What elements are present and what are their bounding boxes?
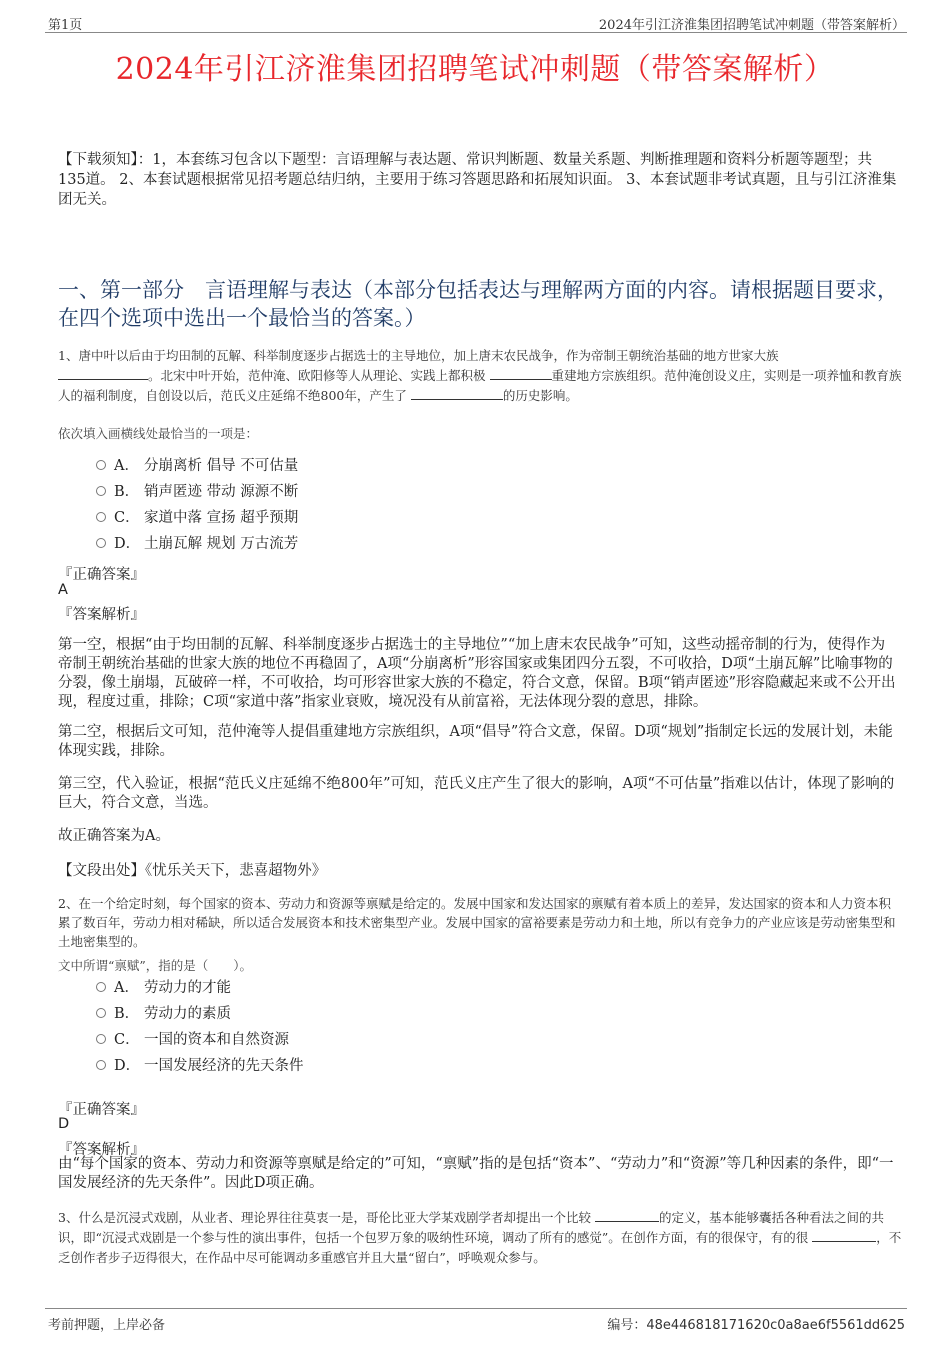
q1-stem-part-b: 。北宋中叶开始，范仲淹、欧阳修等人从理论、实践上都积极: [148, 368, 486, 383]
q1-stem-part-a: 1、唐中叶以后由于均田制的瓦解、科举制度逐步占据选士的主导地位，加上唐末农民战争，作为帝制王朝统治基础的地方世家大族: [58, 348, 779, 363]
question-1-stem: [58, 346, 903, 406]
q1-analysis-label: 『答案解析』: [58, 607, 145, 623]
code-value: 48e446818171620c0a8ae6f5561dd625: [646, 1318, 905, 1333]
q1-blank-2: [490, 367, 552, 380]
q1-analysis-paragraph-4: 故正确答案为A。: [58, 828, 170, 844]
q1-option-a[interactable]: A． 分崩离析 倡导 不可估量: [96, 455, 298, 477]
radio-icon[interactable]: [96, 460, 106, 470]
question-3-stem: [58, 1208, 903, 1268]
q2-analysis-label: 『答案解析』: [58, 1142, 145, 1158]
radio-icon[interactable]: [96, 1034, 106, 1044]
q2-option-d[interactable]: D． 一国发展经济的先天条件: [96, 1055, 304, 1077]
q1-source: 【文段出处】《忧乐关天下，悲喜超物外》: [58, 863, 327, 879]
q2-option-c[interactable]: C． 一国的资本和自然资源: [96, 1029, 289, 1051]
running-title: 2024年引江济淮集团招聘笔试冲刺题（带答案解析）: [598, 18, 905, 33]
q1-option-b[interactable]: B． 销声匿迹 带动 源源不断: [96, 481, 298, 503]
q3-blank-1: [595, 1209, 659, 1222]
q2-option-a[interactable]: A． 劳动力的才能: [96, 977, 231, 999]
footer-slogan: 考前押题，上岸必备: [48, 1318, 166, 1333]
q1-analysis-paragraph-3: 第三空，代入验证，根据“范氏义庄延绵不绝800年”可知，范氏义庄产生了很大的影响，A项“不可估量”指难以估计，体现了影响的巨大，符合文意，当选。: [58, 776, 895, 811]
radio-icon[interactable]: [96, 486, 106, 496]
footer-divider: [45, 1308, 907, 1309]
q1-answer-label: 『正确答案』: [58, 567, 145, 583]
q3-stem-part-c: ，不乏创作者步子迈得很大，在作品中尽可能调动多重感官并且大量“留白”，呼唤观众参与。: [58, 1230, 902, 1265]
page-number: 第1页: [48, 18, 83, 33]
q1-option-c[interactable]: C． 家道中落 宣扬 超乎预期: [96, 507, 298, 529]
q2-prompt: 文中所谓“禀赋”，指的是（ ）。: [58, 958, 253, 973]
q1-blank-1: [58, 367, 148, 380]
q2-option-b[interactable]: B． 劳动力的素质: [96, 1003, 231, 1025]
radio-icon[interactable]: [96, 1008, 106, 1018]
code-label: 编号：: [607, 1318, 647, 1333]
radio-icon[interactable]: [96, 1060, 106, 1070]
section-heading: 一、第一部分 言语理解与表达（本部分包括表达与理解两方面的内容。请根据题目要求，在四个选项中选出一个最恰当的答案。）: [58, 278, 898, 330]
q1-blank-3: [411, 387, 503, 400]
q1-stem-part-d: 的历史影响。: [502, 388, 578, 403]
document-code: [607, 1314, 905, 1333]
q1-answer: A: [58, 582, 68, 598]
q3-stem-part-a: 3、什么是沉浸式戏剧，从业者、理论界往往莫衷一是，哥伦比亚大学某戏剧学者却提出一个比较: [58, 1210, 591, 1225]
radio-icon[interactable]: [96, 538, 106, 548]
question-2-stem: 2、在一个给定时刻，每个国家的资本、劳动力和资源等禀赋是给定的。发展中国家和发达国家的禀赋有着本质上的差异，发达国家的资本和人力资本积累了数百年，劳动力相对稀缺，所以适合发展资本和技术密集型产业。发展中国家的富裕要素是劳动力和土地，所以有竞争力的产业应该是劳动密集型和土地密集型的。: [58, 896, 896, 949]
q3-stem-part-b: 的定义，基本能够囊括各种看法之间的共识，即“沉浸式戏剧是一个参与性的演出事件，包括一个包罗万象的吸纳性环境，调动了所有的感觉”。在创作方面，有的很保守，有的很: [58, 1210, 884, 1245]
q1-analysis-paragraph-2: 第二空，根据后文可知，范仲淹等人提倡重建地方宗族组织，A项“倡导”符合文意，保留。D项“规划”指制定长远的发展计划，未能体现实践，排除。: [58, 724, 893, 759]
header-divider: [45, 32, 907, 33]
document-title: 2024年引江济淮集团招聘笔试冲刺题（带答案解析）: [115, 52, 835, 87]
q1-stem-part-c: 重建地方宗族组织。范仲淹创设义庄，实则是一项养恤和教育族人的福利制度，自创设以后，范氏义庄延绵不绝800年，产生了: [58, 368, 902, 403]
q1-option-d[interactable]: D． 土崩瓦解 规划 万古流芳: [96, 533, 298, 555]
q2-analysis: 由“每个国家的资本、劳动力和资源等禀赋是给定的”可知，“禀赋”指的是包括“资本”、“劳动力”和“资源”等几种因素的条件，即“一国发展经济的先天条件”。因此D项正确。: [58, 1156, 894, 1191]
q2-answer-label: 『正确答案』: [58, 1102, 145, 1118]
download-notice: 【下载须知】：1，本套练习包含以下题型：言语理解与表达题、常识判断题、数量关系题、判断推理题和资料分析题等题型；共135道。 2、本套试题根据常见招考题总结归纳，主要用于练习答题思路和拓展知识面。 3、本套试题非考试真题，且与引江济淮集团无关。: [58, 152, 897, 208]
q1-prompt: 依次填入画横线处最恰当的一项是：: [58, 426, 259, 441]
q1-analysis-paragraph-1: 第一空，根据“由于均田制的瓦解、科举制度逐步占据选士的主导地位”“加上唐末农民战争”可知，这些动摇帝制的行为，使得作为帝制王朝统治基础的世家大族的地位不再稳固了，A项“分崩离析”形容国家或集团四分五裂，不可收拾，D项“土崩瓦解”比喻事物的分裂，像土崩塌，瓦破碎一样，不可收拾，均可形容世家大族的不稳定，符合文意，保留。B项“销声匿迹”形容隐藏起来或不公开出现，程度过重，排除；C项“家道中落”指家业衰败，境况没有从前富裕，无法体现分裂的意思，排除。: [58, 637, 896, 710]
q3-blank-2: [812, 1229, 876, 1242]
radio-icon[interactable]: [96, 512, 106, 522]
q2-answer: D: [58, 1116, 70, 1132]
radio-icon[interactable]: [96, 982, 106, 992]
